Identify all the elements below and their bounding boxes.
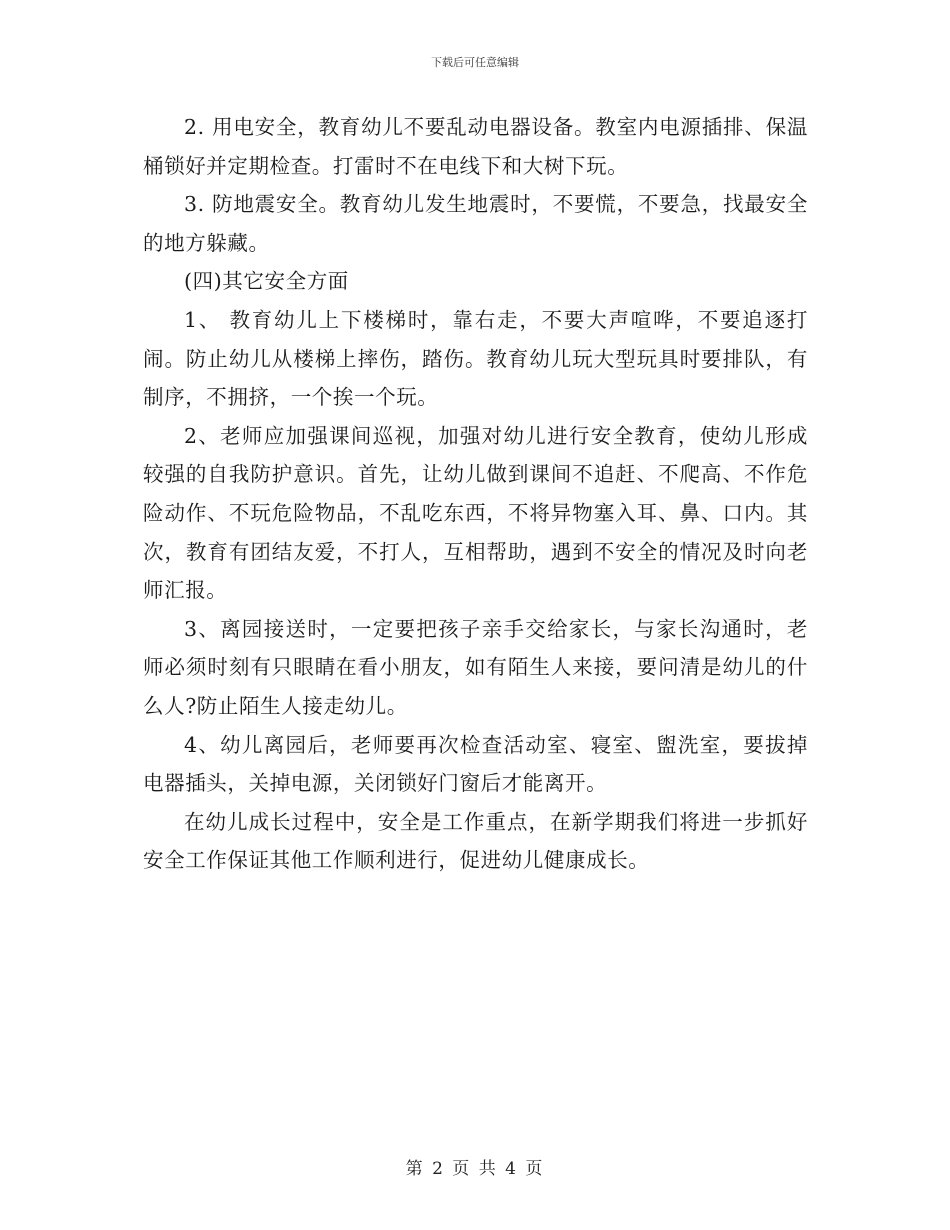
paragraph-electric-safety: 2. 用电安全，教育幼儿不要乱动电器设备。教室内电源插排、保温桶锁好并定期检查。打雷时不在电线下和大树下玩。 bbox=[143, 115, 808, 178]
document-body bbox=[143, 108, 808, 880]
paragraph-after-leaving: 4、幼儿离园后，老师要再次检查活动室、寝室、盥洗室，要拔掉电器插头，关掉电源，关闭锁好门窗后才能离开。 bbox=[143, 732, 808, 796]
page-header-note: 下载后可任意编辑 bbox=[431, 56, 519, 69]
paragraph-stairs-safety: 1、 教育幼儿上下楼梯时，靠右走，不要大声喧哗，不要追逐打闹。防止幼儿从楼梯上摔伤，踏伤。教育幼儿玩大型玩具时要排队，有制序，不拥挤，一个挨一个玩。 bbox=[143, 307, 808, 410]
paragraph-conclusion: 在幼儿成长过程中，安全是工作重点，在新学期我们将进一步抓好安全工作保证其他工作顺利进行，促进幼儿健康成长。 bbox=[143, 809, 808, 873]
page-number: 第 2 页 共 4 页 bbox=[405, 1159, 545, 1179]
paragraph-patrol-education: 2、老师应加强课间巡视，加强对幼儿进行安全教育，使幼儿形成较强的自我防护意识。首先，让幼儿做到课间不追赶、不爬高、不作危险动作、不玩危险物品，不乱吃东西，不将异物塞入耳、鼻、口内。其次，教育有团结友爱，不打人，互相帮助，遇到不安全的情况及时向老师汇报。 bbox=[143, 423, 808, 603]
section-heading-other-safety: (四)其它安全方面 bbox=[184, 269, 349, 294]
paragraph-pickup-safety: 3、离园接送时，一定要把孩子亲手交给家长，与家长沟通时，老师必须时刻有只眼睛在看小朋友，如有陌生人来接，要问清是幼儿的什么人?防止陌生人接走幼儿。 bbox=[143, 616, 808, 718]
paragraph-earthquake-safety: 3. 防地震安全。教育幼儿发生地震时，不要慌，不要急，找最安全的地方躲藏。 bbox=[143, 192, 808, 255]
